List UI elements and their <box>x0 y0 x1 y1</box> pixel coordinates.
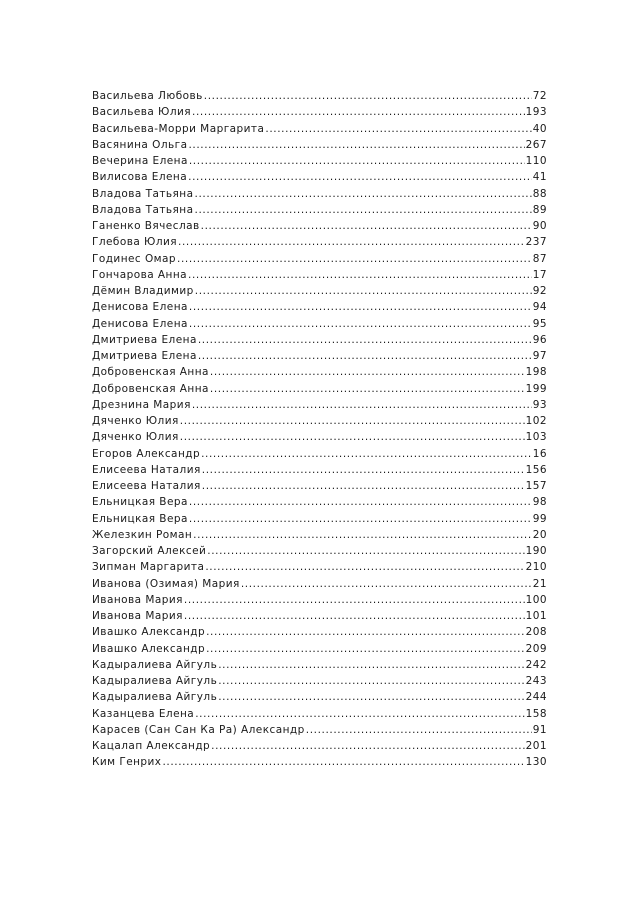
entry-author-name: Владова Татьяна <box>92 203 194 216</box>
author-index-list <box>92 88 547 771</box>
entry-page-number: 72 <box>532 90 547 102</box>
dot-leader <box>198 332 532 348</box>
index-entry <box>92 413 547 429</box>
entry-page-number: 87 <box>532 252 547 265</box>
dot-leader <box>178 234 525 250</box>
index-entry <box>92 218 547 234</box>
entry-author-name: Дяченко Юлия <box>92 415 179 427</box>
dot-leader <box>202 478 525 494</box>
entry-author-name: Гончарова Анна <box>92 268 188 281</box>
dot-leader <box>180 429 525 445</box>
entry-page-number: 17 <box>532 268 547 281</box>
entry-author-name: Дрезнина Мария <box>92 398 191 411</box>
entry-page-number: 41 <box>532 171 547 184</box>
index-entry <box>92 381 547 397</box>
index-entry <box>92 316 547 332</box>
dot-leader <box>193 527 532 543</box>
index-entry <box>92 267 547 283</box>
dot-leader <box>184 592 525 608</box>
index-entry <box>92 543 547 559</box>
dot-leader <box>218 657 524 673</box>
dot-leader <box>198 348 532 364</box>
index-entry <box>92 169 547 185</box>
index-entry <box>92 722 547 738</box>
index-entry <box>92 576 547 592</box>
index-entry <box>92 754 547 770</box>
entry-author-name: Кадыралиева Айгуль <box>92 675 218 687</box>
dot-leader <box>184 608 525 624</box>
dot-leader <box>192 104 525 120</box>
entry-page-number: 156 <box>525 463 547 476</box>
entry-author-name: Добровенская Анна <box>92 366 209 379</box>
entry-page-number: 93 <box>532 398 547 411</box>
index-entry <box>92 462 547 478</box>
entry-author-name: Елисеева Наталия <box>92 480 201 492</box>
entry-page-number: 92 <box>532 285 547 297</box>
entry-page-number: 243 <box>525 675 547 687</box>
index-entry <box>92 283 547 299</box>
entry-page-number: 190 <box>525 545 547 557</box>
dot-leader <box>192 397 532 413</box>
dot-leader <box>189 511 532 527</box>
entry-author-name: Владова Татьяна <box>92 187 194 200</box>
entry-page-number: 97 <box>532 350 547 362</box>
entry-author-name: Кадыралиева Айгуль <box>92 691 218 704</box>
index-entry <box>92 299 547 315</box>
index-entry <box>92 121 547 137</box>
dot-leader <box>189 153 525 169</box>
index-entry <box>92 137 547 153</box>
entry-author-name: Иванова Мария <box>92 610 183 622</box>
index-entry <box>92 494 547 510</box>
entry-author-name: Дёмин Владимир <box>92 285 194 297</box>
dot-leader <box>188 267 532 283</box>
index-entry <box>92 657 547 673</box>
entry-page-number: 90 <box>532 220 547 232</box>
dot-leader <box>195 202 532 218</box>
dot-leader <box>207 543 524 559</box>
entry-author-name: Карасев (Сан Сан Ка Ра) Александр <box>92 723 305 736</box>
dot-leader <box>306 722 532 738</box>
index-entry <box>92 478 547 494</box>
entry-author-name: Кацалап Александр <box>92 740 211 752</box>
entry-page-number: 242 <box>525 658 547 671</box>
index-entry <box>92 624 547 640</box>
index-entry <box>92 364 547 380</box>
index-entry <box>92 202 547 218</box>
entry-author-name: Васильева Любовь <box>92 90 203 102</box>
index-entry <box>92 153 547 169</box>
dot-leader <box>189 316 532 332</box>
dot-leader <box>206 641 525 657</box>
entry-author-name: Дмитриева Елена <box>92 333 197 346</box>
entry-page-number: 101 <box>525 610 547 622</box>
entry-author-name: Ганенко Вячеслав <box>92 220 200 232</box>
dot-leader <box>210 381 525 397</box>
dot-leader <box>201 446 532 462</box>
entry-page-number: 158 <box>525 707 547 720</box>
dot-leader <box>195 283 532 299</box>
entry-page-number: 94 <box>532 301 547 314</box>
index-entry <box>92 104 547 120</box>
entry-page-number: 100 <box>525 593 547 606</box>
entry-page-number: 16 <box>532 447 547 460</box>
entry-author-name: Васильева-Морри Маргарита <box>92 122 265 135</box>
entry-author-name: Ельницкая Вера <box>92 496 188 509</box>
entry-page-number: 157 <box>525 480 547 492</box>
index-entry <box>92 88 547 104</box>
entry-page-number: 208 <box>525 626 547 639</box>
entry-page-number: 96 <box>532 333 547 346</box>
entry-author-name: Денисова Елена <box>92 317 188 330</box>
entry-author-name: Денисова Елена <box>92 301 188 314</box>
entry-author-name: Иванова (Озимая) Мария <box>92 577 240 590</box>
index-entry <box>92 348 547 364</box>
entry-author-name: Кадыралиева Айгуль <box>92 658 218 671</box>
entry-page-number: 210 <box>525 561 547 574</box>
entry-page-number: 209 <box>525 642 547 655</box>
entry-page-number: 199 <box>525 382 547 395</box>
dot-leader <box>180 413 525 429</box>
entry-author-name: Ельницкая Вера <box>92 512 188 525</box>
index-entry <box>92 608 547 624</box>
entry-author-name: Ивашко Александр <box>92 626 206 639</box>
entry-page-number: 102 <box>525 415 547 427</box>
index-entry <box>92 332 547 348</box>
entry-author-name: Ким Генрих <box>92 756 162 769</box>
index-entry <box>92 186 547 202</box>
dot-leader <box>218 673 524 689</box>
index-entry <box>92 559 547 575</box>
entry-page-number: 110 <box>525 155 547 167</box>
entry-author-name: Дмитриева Елена <box>92 350 197 362</box>
entry-page-number: 98 <box>532 496 547 509</box>
dot-leader <box>195 186 532 202</box>
entry-page-number: 193 <box>525 106 547 119</box>
entry-author-name: Иванова Мария <box>92 593 183 606</box>
dot-leader <box>162 754 524 770</box>
entry-author-name: Годинес Омар <box>92 252 177 265</box>
entry-author-name: Загорский Алексей <box>92 545 207 557</box>
index-entry <box>92 673 547 689</box>
entry-page-number: 40 <box>532 122 547 135</box>
entry-author-name: Васянина Ольга <box>92 138 188 151</box>
dot-leader <box>189 299 532 315</box>
entry-author-name: Егоров Александр <box>92 447 201 460</box>
dot-leader <box>177 251 532 267</box>
entry-page-number: 201 <box>525 740 547 752</box>
entry-page-number: 91 <box>532 723 547 736</box>
index-entry <box>92 706 547 722</box>
index-entry <box>92 527 547 543</box>
dot-leader <box>241 576 532 592</box>
dot-leader <box>205 559 524 575</box>
entry-page-number: 95 <box>532 317 547 330</box>
entry-page-number: 99 <box>532 512 547 525</box>
entry-author-name: Глебова Юлия <box>92 236 178 249</box>
dot-leader <box>189 494 532 510</box>
entry-page-number: 267 <box>525 138 547 151</box>
entry-author-name: Дяченко Юлия <box>92 431 179 444</box>
index-entry <box>92 397 547 413</box>
entry-author-name: Вечерина Елена <box>92 155 188 167</box>
entry-page-number: 89 <box>532 203 547 216</box>
dot-leader <box>188 169 532 185</box>
entry-author-name: Ивашко Александр <box>92 642 206 655</box>
index-entry <box>92 738 547 754</box>
dot-leader <box>210 364 525 380</box>
entry-page-number: 103 <box>525 431 547 444</box>
dot-leader <box>195 706 524 722</box>
entry-author-name: Елисеева Наталия <box>92 463 201 476</box>
dot-leader <box>206 624 525 640</box>
dot-leader <box>201 218 532 234</box>
index-entry <box>92 234 547 250</box>
dot-leader <box>211 738 524 754</box>
entry-author-name: Казанцева Елена <box>92 707 195 720</box>
dot-leader <box>188 137 524 153</box>
index-entry <box>92 641 547 657</box>
entry-page-number: 88 <box>532 187 547 200</box>
index-entry <box>92 592 547 608</box>
entry-author-name: Железкин Роман <box>92 528 193 541</box>
entry-page-number: 20 <box>532 528 547 541</box>
entry-page-number: 237 <box>525 236 547 249</box>
dot-leader <box>204 88 532 104</box>
dot-leader <box>202 462 525 478</box>
index-entry <box>92 446 547 462</box>
entry-page-number: 244 <box>525 691 547 704</box>
entry-author-name: Добровенская Анна <box>92 382 209 395</box>
index-entry <box>92 511 547 527</box>
index-entry <box>92 251 547 267</box>
dot-leader <box>265 121 531 137</box>
entry-author-name: Зипман Маргарита <box>92 561 205 574</box>
entry-author-name: Вилисова Елена <box>92 171 188 184</box>
entry-page-number: 21 <box>532 577 547 590</box>
index-entry <box>92 429 547 445</box>
entry-author-name: Васильева Юлия <box>92 106 192 119</box>
dot-leader <box>218 689 524 705</box>
entry-page-number: 198 <box>525 366 547 379</box>
index-entry <box>92 689 547 705</box>
entry-page-number: 130 <box>525 756 547 769</box>
